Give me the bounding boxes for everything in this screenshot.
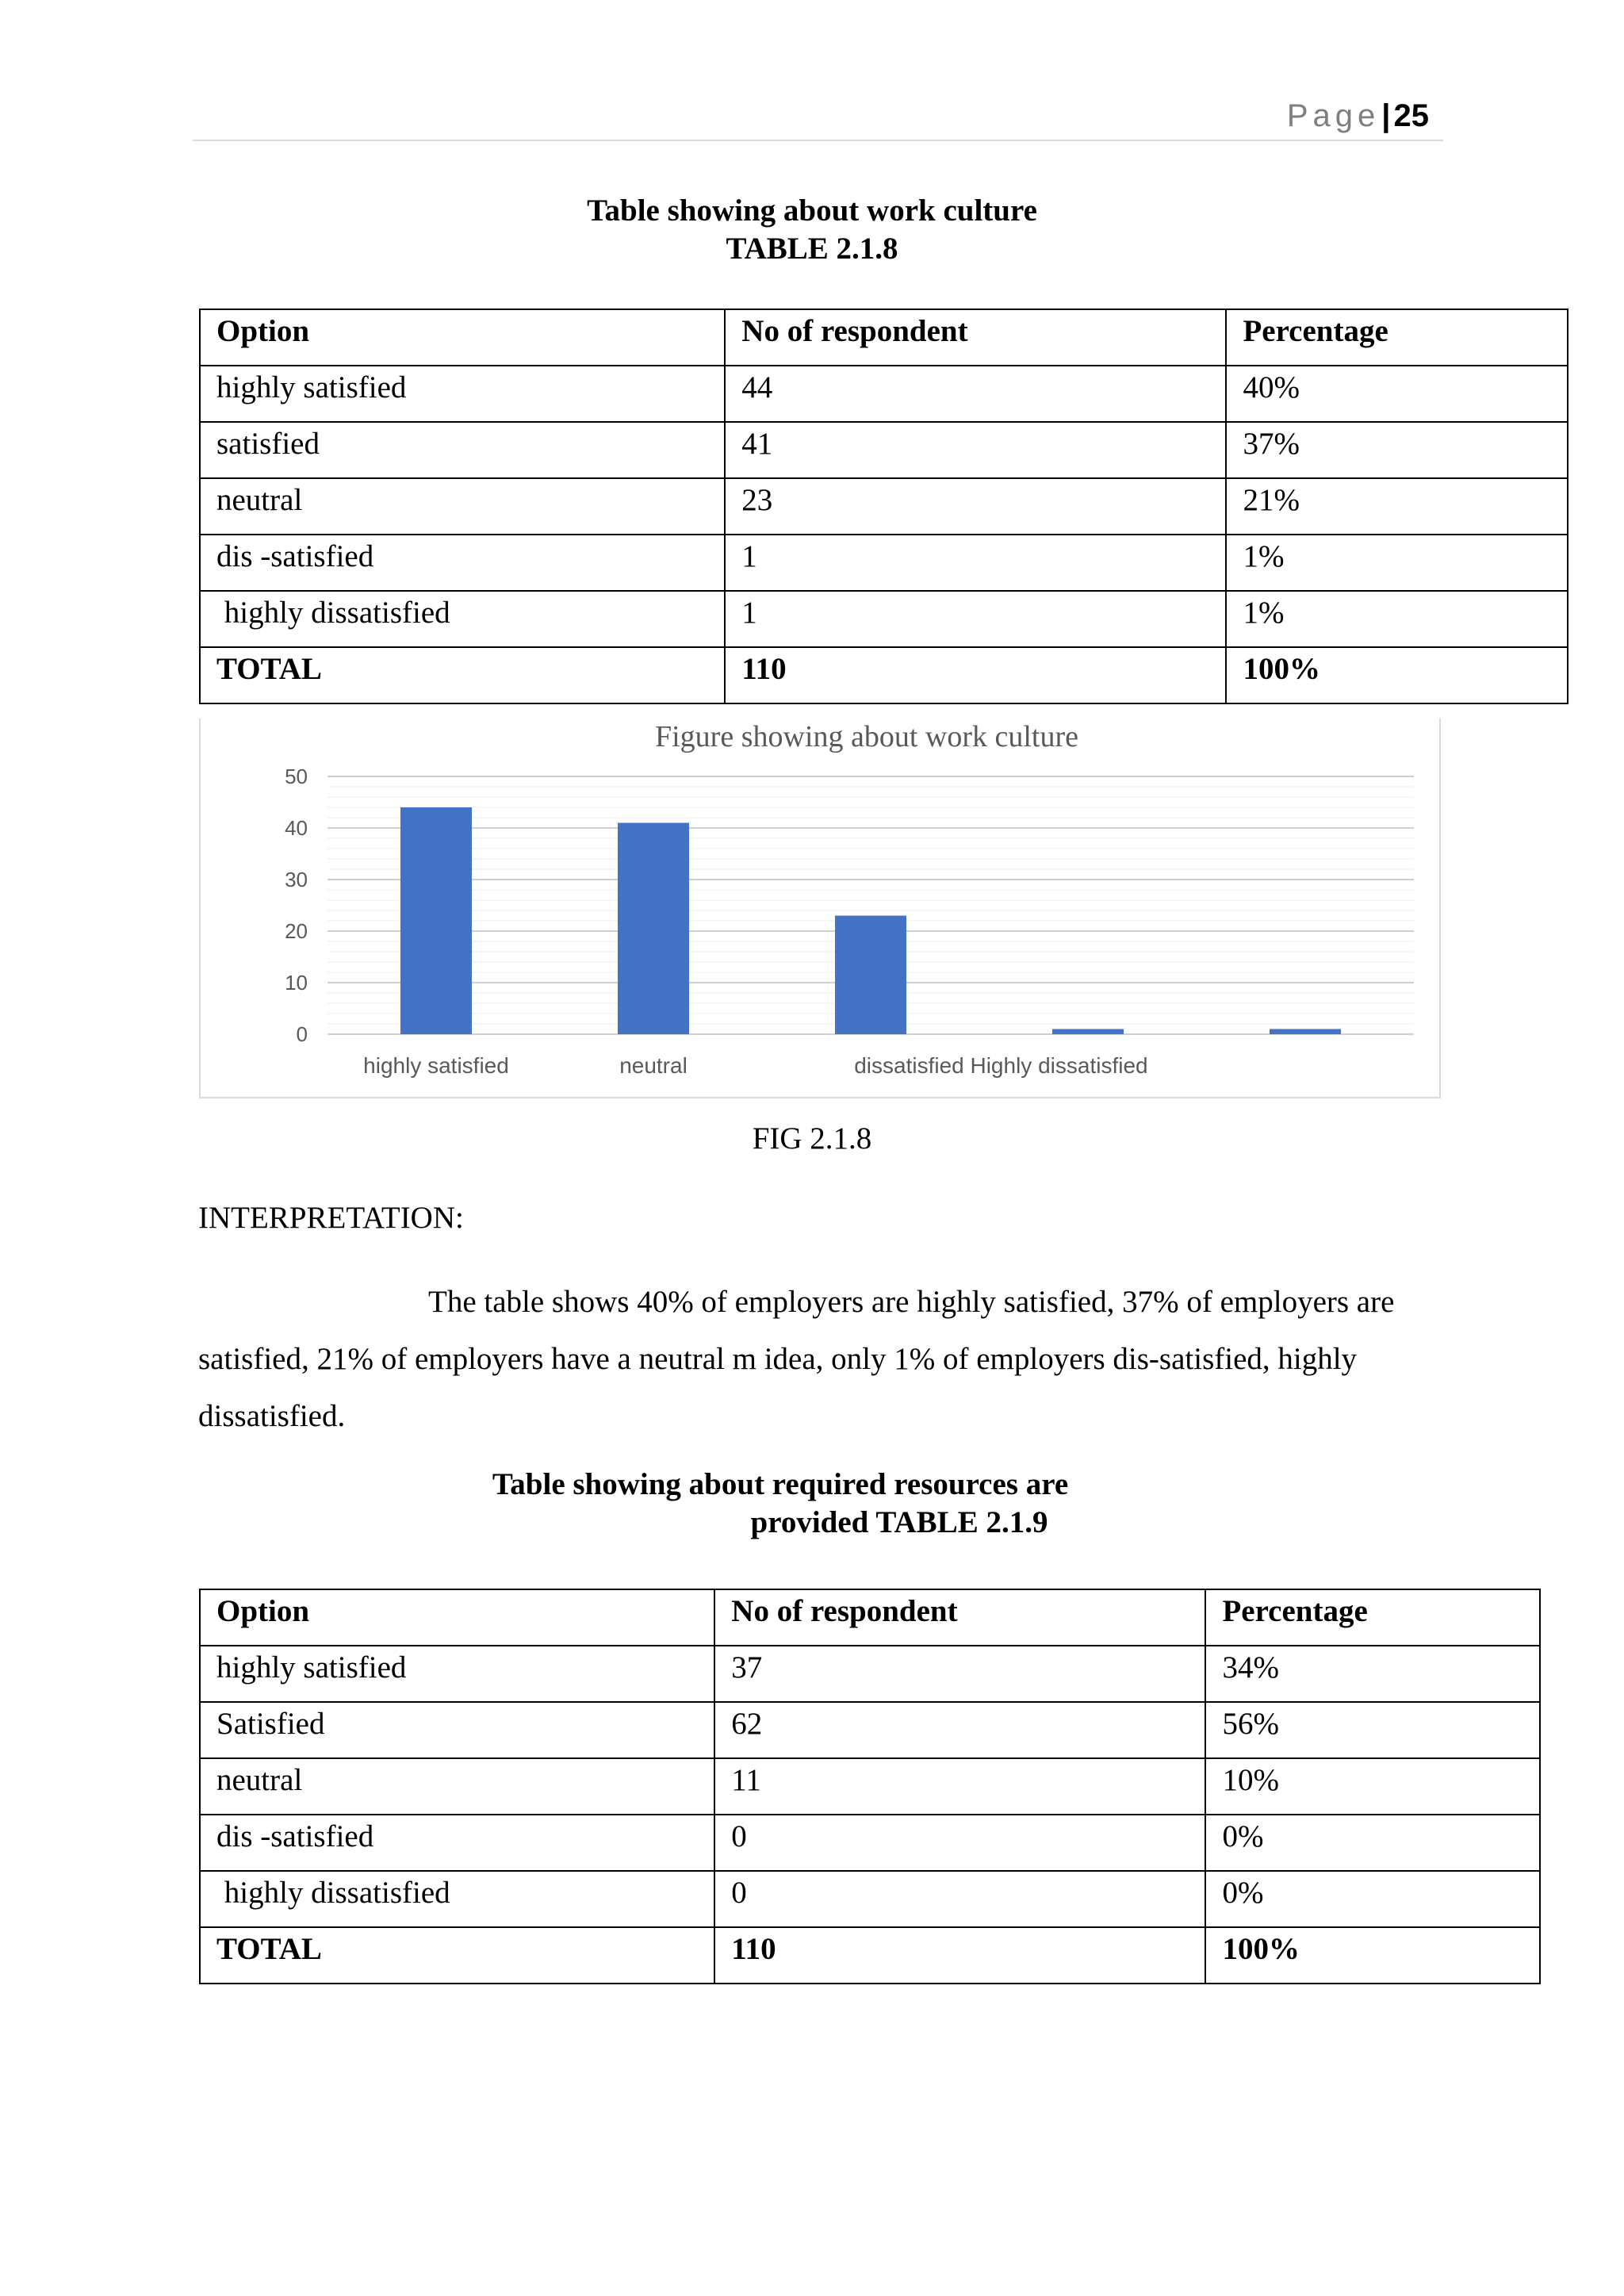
table-row bbox=[200, 366, 1568, 422]
table-cell: Satisfied bbox=[200, 1702, 714, 1758]
x-category-label: highly satisfied bbox=[363, 1053, 509, 1078]
table-row bbox=[200, 1815, 1540, 1871]
y-tick-label: 30 bbox=[285, 868, 308, 891]
table-cell: 100% bbox=[1205, 1927, 1540, 1984]
table-row bbox=[200, 1646, 1540, 1702]
table-row bbox=[200, 535, 1568, 591]
table-cell: 41 bbox=[725, 422, 1226, 478]
table-cell: 0 bbox=[714, 1815, 1205, 1871]
table-cell: 1% bbox=[1226, 591, 1568, 647]
page-number-value: 25 bbox=[1393, 98, 1429, 133]
y-tick-label: 0 bbox=[296, 1022, 308, 1046]
table-cell: 21% bbox=[1226, 478, 1568, 535]
page-word: Page bbox=[1286, 98, 1381, 133]
table-cell: 1% bbox=[1226, 535, 1568, 591]
table-cell: TOTAL bbox=[200, 1927, 714, 1984]
interpretation-paragraph bbox=[198, 1274, 1431, 1445]
table-cell: highly dissatisfied bbox=[200, 591, 725, 647]
table-cell: 0 bbox=[714, 1871, 1205, 1927]
interpretation-heading: INTERPRETATION: bbox=[198, 1201, 464, 1235]
x-category-label: neutral bbox=[619, 1053, 688, 1078]
table2-caption-line2: provided TABLE 2.1.9 bbox=[750, 1505, 1048, 1539]
table-row bbox=[200, 1702, 1540, 1758]
chart-title: Figure showing about work culture bbox=[654, 720, 1079, 753]
table-cell: 0% bbox=[1205, 1815, 1540, 1871]
table-cell: 44 bbox=[725, 366, 1226, 422]
table-total-row bbox=[200, 1927, 1540, 1984]
table-cell: 62 bbox=[714, 1702, 1205, 1758]
table-row bbox=[200, 422, 1568, 478]
table-cell: 1 bbox=[725, 535, 1226, 591]
page-header bbox=[193, 95, 1443, 141]
chart-x-axis bbox=[363, 1053, 1147, 1078]
chart-svg bbox=[201, 719, 1439, 1097]
figure-label: FIG 2.1.8 bbox=[752, 1121, 872, 1156]
page-number bbox=[1287, 98, 1429, 134]
column-header: Percentage bbox=[1205, 1589, 1540, 1646]
table-row bbox=[200, 1871, 1540, 1927]
table-row bbox=[200, 478, 1568, 535]
table-cell: neutral bbox=[200, 478, 725, 535]
table-cell: 37% bbox=[1226, 422, 1568, 478]
table-header-row bbox=[200, 1589, 1540, 1646]
table-cell: highly satisfied bbox=[200, 366, 725, 422]
chart-y-axis bbox=[285, 765, 308, 1046]
column-header: Option bbox=[200, 1589, 714, 1646]
bar bbox=[835, 916, 906, 1035]
work-culture-chart bbox=[199, 719, 1441, 1098]
table2-caption-line1: Table showing about required resources are bbox=[492, 1467, 1069, 1501]
table1-caption-line1: Table showing about work culture bbox=[587, 194, 1037, 228]
table1-caption-line2: TABLE 2.1.8 bbox=[726, 232, 898, 266]
table-cell: 23 bbox=[725, 478, 1226, 535]
table-cell: TOTAL bbox=[200, 647, 725, 703]
table-header-row bbox=[200, 309, 1568, 366]
table-cell: neutral bbox=[200, 1758, 714, 1815]
column-header: No of respondent bbox=[714, 1589, 1205, 1646]
table-cell: satisfied bbox=[200, 422, 725, 478]
column-header: No of respondent bbox=[725, 309, 1226, 366]
table-cell: 56% bbox=[1205, 1702, 1540, 1758]
page-separator: | bbox=[1381, 98, 1391, 133]
table-cell: 100% bbox=[1226, 647, 1568, 703]
y-tick-label: 40 bbox=[285, 816, 308, 840]
table-cell: 37 bbox=[714, 1646, 1205, 1702]
bar bbox=[1052, 1029, 1124, 1035]
column-header: Percentage bbox=[1226, 309, 1568, 366]
work-culture-table bbox=[199, 309, 1568, 704]
interpretation-text: The table shows 40% of employers are highly satisfied, 37% of employers are satisfied, 21% of employers have a neutral m idea, only 1% of employers dis-satisfied, highly dissatisfied. bbox=[198, 1285, 1395, 1433]
table-cell: 34% bbox=[1205, 1646, 1540, 1702]
y-tick-label: 50 bbox=[285, 765, 308, 788]
table-cell: 40% bbox=[1226, 366, 1568, 422]
table-row bbox=[200, 1758, 1540, 1815]
bar bbox=[618, 823, 689, 1035]
table-cell: 0% bbox=[1205, 1871, 1540, 1927]
bar bbox=[400, 807, 472, 1034]
table-cell: 110 bbox=[725, 647, 1226, 703]
table-cell: 10% bbox=[1205, 1758, 1540, 1815]
y-tick-label: 20 bbox=[285, 919, 308, 943]
column-header: Option bbox=[200, 309, 725, 366]
bar bbox=[1270, 1029, 1341, 1035]
table-cell: highly dissatisfied bbox=[200, 1871, 714, 1927]
table-cell: 110 bbox=[714, 1927, 1205, 1984]
y-tick-label: 10 bbox=[285, 971, 308, 995]
table1-caption bbox=[0, 192, 1624, 268]
table-cell: 1 bbox=[725, 591, 1226, 647]
resources-table bbox=[199, 1589, 1541, 1984]
table-cell: 11 bbox=[714, 1758, 1205, 1815]
x-category-label: dissatisfied Highly dissatisfied bbox=[854, 1053, 1148, 1078]
table-row bbox=[200, 591, 1568, 647]
table-cell: dis -satisfied bbox=[200, 1815, 714, 1871]
table2-caption bbox=[0, 1466, 1624, 1542]
table-cell: highly satisfied bbox=[200, 1646, 714, 1702]
table-cell: dis -satisfied bbox=[200, 535, 725, 591]
table-total-row bbox=[200, 647, 1568, 703]
